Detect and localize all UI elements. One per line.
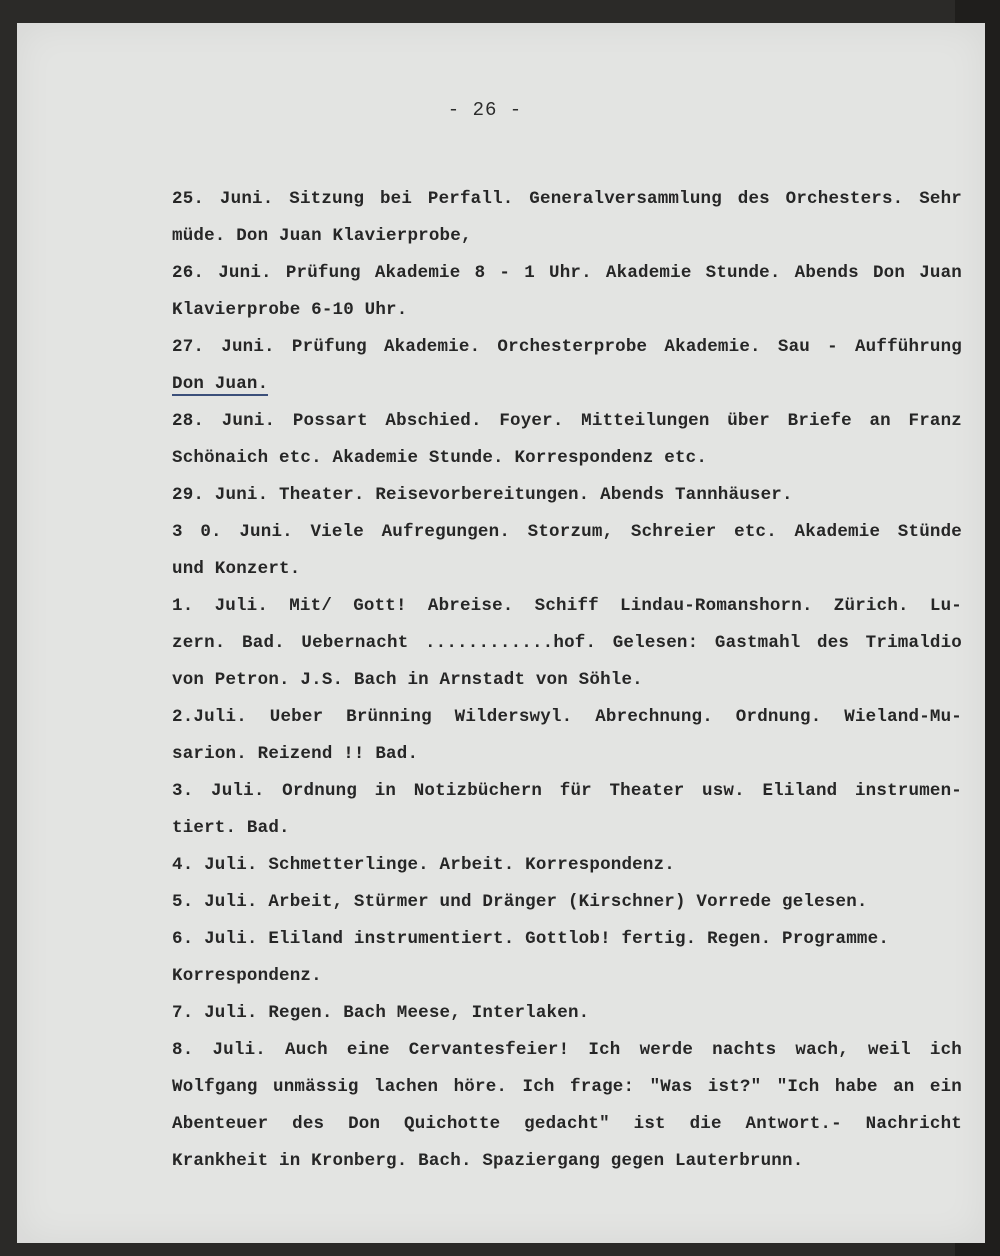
underlined-text: Don Juan. xyxy=(172,374,269,394)
text-line xyxy=(172,366,962,403)
text-line: 1. Juli. Mit/ Gott! Abreise. Schiff Lindau-Romanshorn. Zürich. Lu- xyxy=(172,596,962,616)
text-line: 3. Juli. Ordnung in Notizbüchern für Theater usw. Eliland instrumen- xyxy=(172,781,962,801)
text-line: tiert. Bad. xyxy=(172,818,290,838)
page-number: - 26 - xyxy=(447,99,523,121)
text-line: 5. Juli. Arbeit, Stürmer und Dränger (Kirschner) Vorrede gelesen. xyxy=(172,892,868,912)
text-line: Schönaich etc. Akademie Stunde. Korrespondenz etc. xyxy=(172,448,708,468)
text-line: zern. Bad. Uebernacht ............hof. Gelesen: Gastmahl des Trimaldio xyxy=(172,633,962,653)
text-line: müde. Don Juan Klavierprobe, xyxy=(172,226,472,246)
text-line: 2.Juli. Ueber Brünning Wilderswyl. Abrechnung. Ordnung. Wieland-Mu- xyxy=(172,707,962,727)
text-line: Korrespondenz. xyxy=(172,966,322,986)
text-line: 25. Juni. Sitzung bei Perfall. Generalversammlung des Orchesters. Sehr xyxy=(172,189,962,209)
diary-entries xyxy=(172,181,962,1180)
text-line: 28. Juni. Possart Abschied. Foyer. Mitteilungen über Briefe an Franz xyxy=(172,411,962,431)
text-line: 8. Juli. Auch eine Cervantesfeier! Ich werde nachts wach, weil ich xyxy=(172,1040,962,1060)
text-line: sarion. Reizend !! Bad. xyxy=(172,744,419,764)
text-line: von Petron. J.S. Bach in Arnstadt von Söhle. xyxy=(172,670,643,690)
text-line: 3 0. Juni. Viele Aufregungen. Storzum, Schreier etc. Akademie Stünde xyxy=(172,522,962,542)
text-line: 7. Juli. Regen. Bach Meese, Interlaken. xyxy=(172,1003,590,1023)
text-line: 29. Juni. Theater. Reisevorbereitungen. Abends Tannhäuser. xyxy=(172,485,793,505)
text-line: 26. Juni. Prüfung Akademie 8 - 1 Uhr. Akademie Stunde. Abends Don Juan xyxy=(172,263,962,283)
document-page xyxy=(17,23,985,1243)
text-line: Klavierprobe 6-10 Uhr. xyxy=(172,300,408,320)
text-line: 4. Juli. Schmetterlinge. Arbeit. Korrespondenz. xyxy=(172,855,675,875)
text-line: und Konzert. xyxy=(172,559,301,579)
text-line: 27. Juni. Prüfung Akademie. Orchesterprobe Akademie. Sau - Aufführung xyxy=(172,337,962,357)
text-line: Krankheit in Kronberg. Bach. Spaziergang gegen Lauterbrunn. xyxy=(172,1151,804,1171)
text-line: Abenteuer des Don Quichotte gedacht" ist die Antwort.- Nachricht xyxy=(172,1114,962,1134)
text-line: 6. Juli. Eliland instrumentiert. Gottlob! fertig. Regen. Programme. xyxy=(172,929,890,949)
text-line: Wolfgang unmässig lachen höre. Ich frage: "Was ist?" "Ich habe an ein xyxy=(172,1077,962,1097)
